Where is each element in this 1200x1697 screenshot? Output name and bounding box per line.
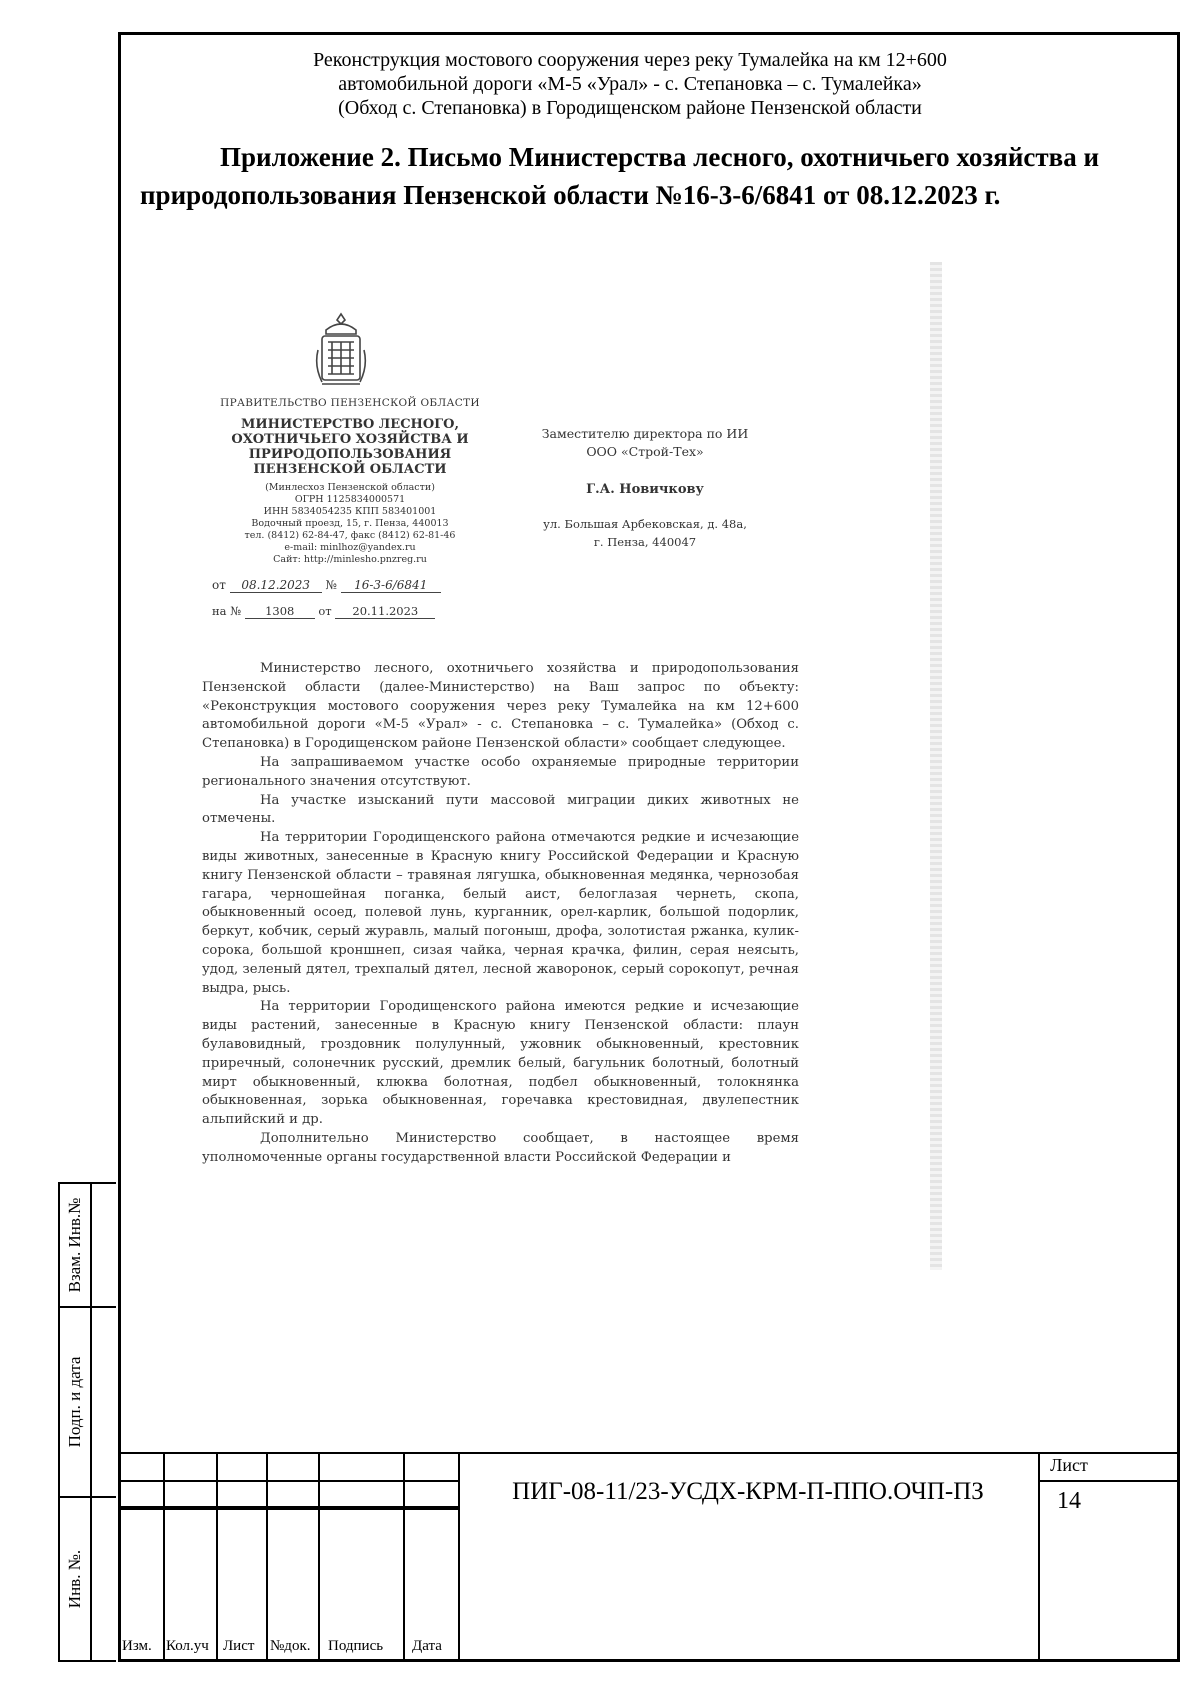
tb-divider [403,1452,405,1662]
ministry-detail-line: ИНН 5834054235 КПП 583401001 [263,506,437,517]
letter-body [202,660,799,1168]
project-header [180,48,1080,120]
appendix-title-line-1: Приложение 2. Письмо Министерства лесного, охотничьего хозяйства и [220,142,1100,172]
side-label-sign-date: Подп. и дата [65,1356,84,1448]
addressee-city: г. Пенза, 440047 [593,535,697,549]
side-cell-replace-inv [58,1182,116,1308]
tb-divider [1038,1480,1180,1482]
in-ref-from: от [318,604,332,618]
col-label-change: Изм. [122,1638,152,1654]
sheet-number: 14 [1057,1488,1081,1514]
ministry-detail-line: ОГРН 1125834000571 [294,494,406,505]
sheet-label: Лист [1050,1455,1088,1475]
letter-paragraph: На запрашиваемом участке особо охраняемые природные территории регионального значения отсутствуют. [202,754,799,789]
ministry-detail-line: e-mail: minlhoz@yandex.ru [284,542,416,553]
addressee-block [520,425,770,551]
letter-paragraph: На участке изысканий пути массовой миграции диких животных не отмечены. [202,792,799,827]
addressee-position: Заместителю директора по ИИ [541,426,749,441]
ministry-name-line: ОХОТНИЧЬЕГО ХОЗЯЙСТВА И [231,432,469,447]
outgoing-reference [212,578,441,593]
tb-divider [118,1508,458,1510]
project-line-1: Реконструкция мостового сооружения через реку Тумалейка на км 12+600 [313,49,947,71]
col-label-date: Дата [412,1638,442,1654]
side-label-inv-no: Инв. №. [65,1549,84,1609]
coat-of-arms-icon [312,310,370,390]
incoming-reference [212,604,435,619]
side-cell-inv-no [58,1496,116,1662]
document-code: ПИГ-08-11/23-УСДХ-КРМ-П-ППО.ОЧП-ПЗ [512,1478,984,1505]
ministry-detail-line: Сайт: http://minlesho.pnzreg.ru [273,554,427,565]
ministry-name [220,417,480,477]
letter-paragraph: На территории Городищенского района имеются редкие и исчезающие виды растений, занесенные в Красную книгу Пензенской области: плаун булавовидный, гроздовник полулунный, ужовник обыкновенный, крестовник приречный, солонечник русский, дремлик белый, багульник болотный, болотный мирт обыкновенный, клюква болотная, подбел обыкновенный, толокнянка обыкновенная, зорька обыкновенная, горечавка крестовидная, двулепестник альпийский и др. [202,999,799,1128]
government-line: ПРАВИТЕЛЬСТВО ПЕНЗЕНСКОЙ ОБЛАСТИ [220,397,480,409]
addressee-company: ООО «Строй-Тех» [586,444,704,459]
addressee-street: ул. Большая Арбековская, д. 48а, [543,517,747,531]
ministry-name-line: МИНИСТЕРСТВО ЛЕСНОГО, [241,417,459,432]
out-ref-prefix: от [212,578,226,592]
tb-divider [266,1452,268,1662]
ministry-detail-line: (Минлесхоз Пензенской области) [265,482,435,493]
out-ref-no-label: № [325,578,337,592]
col-label-signature: Подпись [328,1638,384,1654]
scanned-letter [200,260,940,1270]
ministry-name-line: ПРИРОДОПОЛЬЗОВАНИЯ [248,447,452,462]
ministry-details [215,482,485,566]
side-cell-sign-date [58,1306,116,1498]
out-ref-number: 16-3-6/6841 [341,578,441,593]
side-stamp [58,1182,118,1662]
tb-divider [216,1452,218,1662]
in-ref-number: 1308 [245,604,315,619]
project-line-2: автомобильной дороги «М-5 «Урал» - с. Степановка – с. Тумалейка» [338,73,922,95]
ministry-detail-line: тел. (8412) 62-84-47, факс (8412) 62-81-46 [244,530,456,541]
tb-divider [118,1452,458,1454]
project-line-3: (Обход с. Степановка) в Городищенском районе Пензенской области [338,97,922,119]
in-ref-date: 20.11.2023 [335,604,435,619]
appendix-title-line-2: природопользования Пензенской области №16-3-6/6841 от 08.12.2023 г. [140,180,1001,210]
side-label-replace-inv: Взам. Инв.№ [65,1197,84,1293]
out-ref-date: 08.12.2023 [230,578,322,593]
letter-paragraph: Министерство лесного, охотничьего хозяйства и природопользования Пензенской области (далее-Министерство) на Ваш запрос по объекту: «Реконструкция мостового сооружения через реку Тумалейка на км 12+600 автомобильной дороги «М-5 «Урал» - с. Степановка – с. Тумалейка» (Обход с. Степановка) в Городищенском районе Пензенской области» сообщает следующее. [202,661,799,752]
ministry-name-line: ПЕНЗЕНСКОЙ ОБЛАСТИ [253,462,447,477]
letter-paragraph: На территории Городищенского района отмечаются редкие и исчезающие виды животных, занесенные в Красную книгу Российской Федерации и Красную книгу Пензенской области – травяная лягушка, обыкновенная медянка, чернозобая гагара, черношейная поганка, белый аист, белоглазая чернеть, скопа, обыкновенный осоед, полевой лунь, курганник, орел-карлик, большой подорлик, беркут, кобчик, серый журавль, малый погоныш, дрофа, золотистая ржанка, кулик-сорока, большой кроншнеп, сизая чайка, черная крачка, филин, серая неясыть, удод, зеленый дятел, трехпалый дятел, лесной жаворонок, серый сорокопут, речная выдра, рысь. [202,830,799,996]
ministry-detail-line: Водочный проезд, 15, г. Пенза, 440013 [251,518,449,529]
title-block [118,1452,1180,1662]
addressee-name: Г.А. Новичкову [586,482,704,497]
in-ref-prefix: на № [212,604,242,618]
col-label-count: Кол.уч [166,1638,209,1654]
tb-divider [1038,1452,1040,1662]
letter-paragraph: Дополнительно Министерство сообщает, в настоящее время уполномоченные органы государственной власти Российской Федерации и [202,1130,799,1165]
col-label-doc-no: №док. [270,1638,311,1654]
tb-divider [163,1452,165,1662]
tb-divider [118,1480,458,1482]
tb-divider [318,1452,320,1662]
col-label-sheet: Лист [223,1638,255,1654]
appendix-title [140,138,1160,214]
